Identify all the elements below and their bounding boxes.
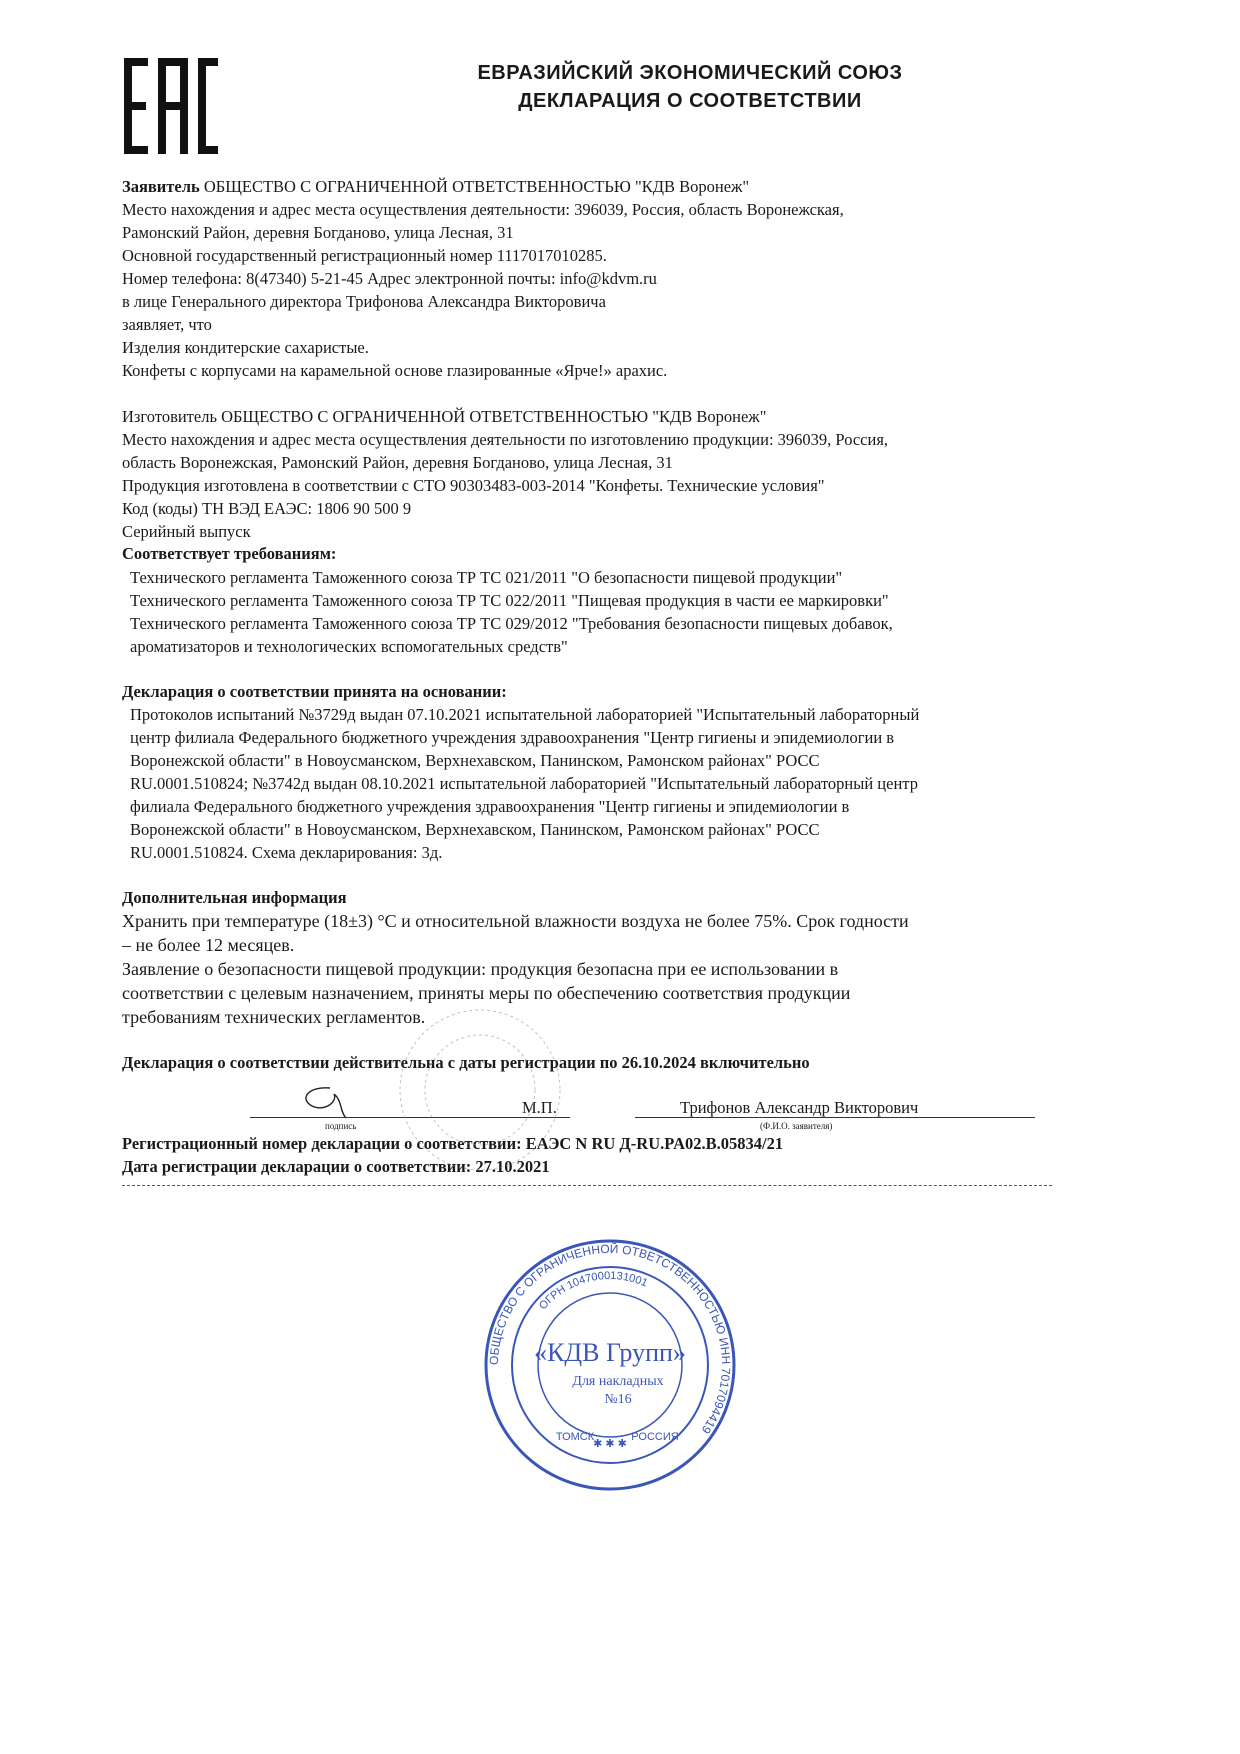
stamp-sub-1: Для накладных [572, 1374, 664, 1389]
stamp-company-name: «КДВ Групп» [534, 1338, 686, 1367]
basis-line-7: RU.0001.510824. Схема декларирования: 3д. [130, 843, 443, 862]
basis-line-4: RU.0001.510824; №3742д выдан 08.10.2021 испытательной лабораторией "Испытательный лабораторный центр [130, 774, 918, 793]
name-line [635, 1117, 1035, 1118]
eac-logo [122, 58, 218, 154]
applicant-label: Заявитель [122, 177, 200, 196]
product-line-1: Изделия кондитерские сахаристые. [122, 338, 369, 357]
basis-line-1: Протоколов испытаний №3729д выдан 07.10.2021 испытательной лабораторией "Испытательный лабораторный [130, 705, 920, 724]
applicant-ogrn: Основной государственный регистрационный номер 1117017010285. [122, 246, 607, 265]
additional-line-4: соответствии с целевым назначением, приняты меры по обеспечению соответствия продукции [122, 983, 851, 1003]
stamp-country: РОССИЯ [631, 1431, 679, 1443]
mp-label: М.П. [522, 1098, 557, 1117]
basis-line-5: филиала Федерального бюджетного учреждения здравоохранения "Центр гигиены и эпидемиологии в [130, 797, 850, 816]
declaration-title: ДЕКЛАРАЦИЯ О СООТВЕТСТВИИ [518, 90, 862, 112]
validity-statement: Декларация о соответствии действительна с даты регистрации по 26.10.2024 включительно [122, 1053, 810, 1072]
requirement-line-3: Технического регламента Таможенного союза ТР ТС 029/2012 "Требования безопасности пищевых добавок, [130, 614, 893, 633]
applicant-line [122, 177, 749, 197]
basis-line-3: Воронежской области" в Новоусманском, Верхнехавском, Панинском, Рамонском районах" РОСС [130, 751, 820, 770]
basis-heading: Декларация о соответствии принята на основании: [122, 682, 507, 701]
manufacturer-line-4: Продукция изготовлена в соответствии с СТО 90303483-003-2014 "Конфеты. Технические условия" [122, 476, 825, 495]
basis-line-2: центр филиала Федерального бюджетного учреждения здравоохранения "Центр гигиены и эпидемиологии в [130, 728, 895, 747]
product-line-2: Конфеты с корпусами на карамельной основе глазированные «Ярче!» арахис. [122, 361, 668, 380]
manufacturer-line-5: Код (коды) ТН ВЭД ЕАЭС: 1806 90 500 9 [122, 499, 412, 518]
union-title: ЕВРАЗИЙСКИЙ ЭКОНОМИЧЕСКИЙ СОЮЗ [477, 62, 903, 84]
applicant-address-2: Рамонский Район, деревня Богданово, улица Лесная, 31 [122, 223, 514, 242]
additional-line-5: требованиям технических регламентов. [122, 1007, 426, 1027]
stamp-sub-2: №16 [604, 1392, 632, 1407]
stamp-ogrn: ОГРН 1047000131001 [537, 1269, 650, 1313]
requirement-line-2: Технического регламента Таможенного союза ТР ТС 022/2011 "Пищевая продукция в части ее маркировки" [130, 591, 889, 610]
applicant-name: ОБЩЕСТВО С ОГРАНИЧЕННОЙ ОТВЕТСТВЕННОСТЬЮ "КДВ Воронеж" [199, 177, 750, 196]
applicant-declares: заявляет, что [122, 315, 212, 334]
manufacturer-line-3: область Воронежская, Рамонский Район, деревня Богданово, улица Лесная, 31 [122, 453, 673, 472]
basis-line-6: Воронежской области" в Новоусманском, Верхнехавском, Панинском, Рамонском районах" РОСС [130, 820, 820, 839]
signer-name: Трифонов Александр Викторович [680, 1098, 919, 1117]
applicant-address-1: Место нахождения и адрес места осуществления деятельности: 396039, Россия, область Воронежская, [122, 200, 844, 219]
requirement-line-4: ароматизаторов и технологических вспомогательных средств" [130, 637, 568, 656]
manufacturer-line-1: Изготовитель ОБЩЕСТВО С ОГРАНИЧЕННОЙ ОТВЕТСТВЕННОСТЬЮ "КДВ Воронеж" [122, 407, 767, 426]
manufacturer-line-6: Серийный выпуск [122, 522, 251, 541]
faint-seal [395, 1005, 565, 1175]
stamp-outer-text: ОБЩЕСТВО С ОГРАНИЧЕННОЙ ОТВЕТСТВЕННОСТЬЮ ИНН 7017094419 [486, 1241, 734, 1437]
additional-heading: Дополнительная информация [122, 888, 347, 907]
handwritten-signature [290, 1080, 390, 1120]
additional-line-2: – не более 12 месяцев. [122, 935, 295, 955]
registration-number: Регистрационный номер декларации о соответствии: ЕАЭС N RU Д-RU.PA02.B.05834/21 [122, 1134, 784, 1153]
requirement-line-1: Технического регламента Таможенного союза ТР ТС 021/2011 "О безопасности пищевой продукции" [130, 568, 843, 587]
additional-line-1: Хранить при температуре (18±3) °С и относительной влажности воздуха не более 75%. Срок годности [122, 911, 909, 931]
applicant-representative: в лице Генерального директора Трифонова Александра Викторовича [122, 292, 606, 311]
applicant-contacts: Номер телефона: 8(47340) 5-21-45 Адрес электронной почты: info@kdvm.ru [122, 269, 657, 288]
signature-caption: подпись [325, 1121, 357, 1131]
requirements-heading: Соответствует требованиям: [122, 544, 337, 563]
company-stamp [480, 1235, 740, 1495]
manufacturer-line-2: Место нахождения и адрес места осуществления деятельности по изготовлению продукции: 396039, Россия, [122, 430, 889, 449]
additional-line-3: Заявление о безопасности пищевой продукции: продукция безопасна при ее использовании в [122, 959, 839, 979]
stamp-city: ТОМСК [555, 1431, 595, 1443]
registration-date: Дата регистрации декларации о соответствии: 27.10.2021 [122, 1157, 550, 1176]
stamp-stars: ✱ ✱ ✱ [593, 1438, 627, 1450]
name-caption: (Ф.И.О. заявителя) [760, 1121, 833, 1131]
footer-divider [122, 1185, 1052, 1186]
